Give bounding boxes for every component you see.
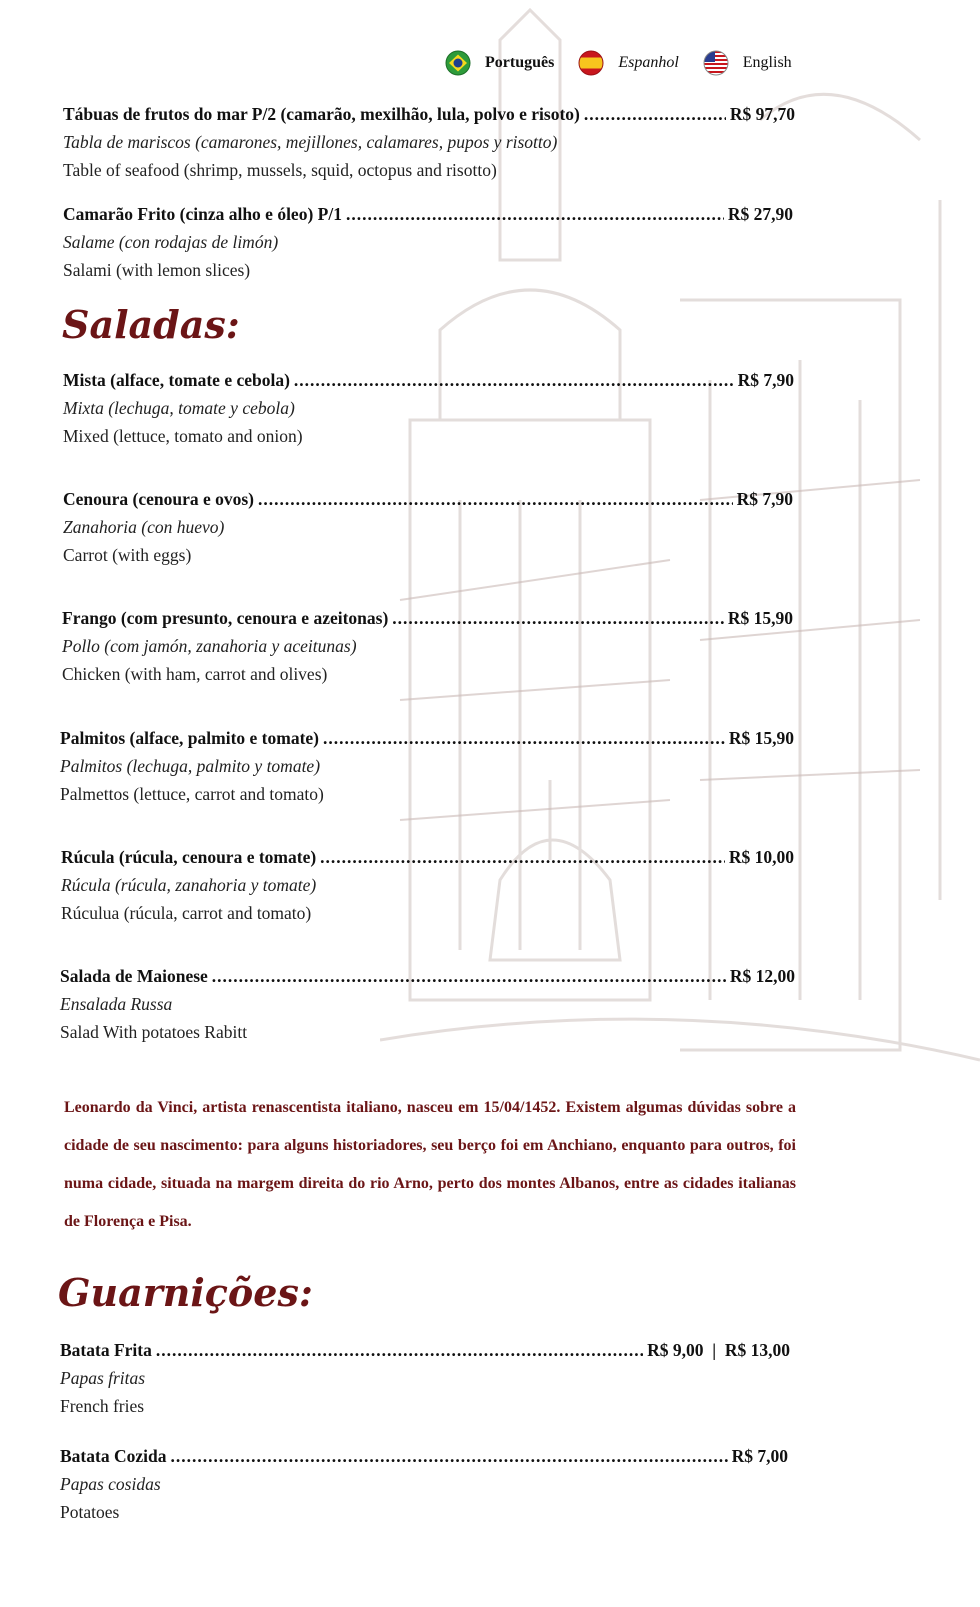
item-name-spanish: Palmitos (lechuga, palmito y tomate) (60, 756, 321, 776)
leader-dots (323, 727, 725, 749)
leader-dots (156, 1339, 643, 1361)
item-price: R$ 9,00 | R$ 13,00 (647, 1340, 790, 1360)
item-name: Cenoura (cenoura e ovos) (63, 489, 255, 509)
item-name: Mista (alface, tomate e cebola) (63, 370, 290, 390)
language-option-english[interactable] (703, 50, 792, 76)
item-name-english: Salami (with lemon slices) (63, 260, 251, 280)
item-price: R$ 7,00 (731, 1446, 788, 1466)
leader-dots (170, 1445, 727, 1467)
item-name-spanish: Pollo (com jamón, zanahoria y aceitunas) (62, 636, 357, 656)
item-name-english: Potatoes (60, 1502, 120, 1522)
menu-item (63, 203, 793, 281)
item-price: R$ 27,90 (727, 204, 793, 224)
leader-dots (392, 607, 724, 629)
language-label: Português (485, 54, 555, 71)
item-name: Tábuas de frutos do mar P/2 (camarão, mexilhão, lula, polvo e risoto) (63, 104, 580, 124)
menu-item (63, 488, 793, 566)
language-option-espanhol[interactable] (578, 50, 678, 76)
item-name-spanish: Zanahoria (con huevo) (63, 517, 225, 537)
item-name-english: Salad With potatoes Rabitt (60, 1022, 248, 1042)
section-title-guarnicoes: Guarnições: (58, 1270, 313, 1315)
item-name-spanish: Mixta (lechuga, tomate y cebola) (63, 398, 295, 418)
leader-dots (584, 103, 726, 125)
item-price: R$ 97,70 (729, 104, 795, 124)
menu-item (63, 369, 794, 447)
menu-item (60, 727, 794, 805)
item-name: Salada de Maionese (60, 966, 208, 986)
item-name-spanish: Rúcula (rúcula, zanahoria y tomate) (61, 875, 317, 895)
brazil-flag-icon (445, 50, 471, 76)
item-name-spanish: Papas fritas (60, 1368, 146, 1388)
item-name: Palmitos (alface, palmito e tomate) (60, 728, 320, 748)
item-name-spanish: Tabla de mariscos (camarones, mejillones, calamares, pupos y risotto) (63, 132, 558, 152)
section-title-saladas: Saladas: (62, 302, 240, 347)
item-name: Frango (com presunto, cenoura e azeitonas) (62, 608, 389, 628)
usa-flag-icon (703, 50, 729, 76)
spain-flag-icon (578, 50, 604, 76)
item-name-english: Chicken (with ham, carrot and olives) (62, 664, 328, 684)
leader-dots (320, 846, 725, 868)
item-name: Camarão Frito (cinza alho e óleo) P/1 (63, 204, 342, 224)
item-name-english: Table of seafood (shrimp, mussels, squid, octopus and risotto) (63, 160, 497, 180)
menu-item (60, 1339, 790, 1417)
history-note: Leonardo da Vinci, artista renascentista italiano, nasceu em 15/04/1452. Existem algumas dúvidas sobre a cidade de seu nascimento: para alguns historiadores, seu berço foi em Anchiano, enquanto para outros, foi numa cidade, situada na margem direita do rio Arno, perto dos montes Albanos, entre as cidades italianas de Florença e Pisa. (64, 1099, 796, 1230)
item-name-english: French fries (60, 1396, 145, 1416)
item-name-spanish: Ensalada Russa (60, 994, 173, 1014)
leader-dots (346, 203, 724, 225)
leader-dots (294, 369, 734, 391)
item-price: R$ 7,90 (736, 489, 793, 509)
item-name-english: Carrot (with eggs) (63, 545, 192, 565)
menu-item (62, 607, 793, 685)
item-price: R$ 10,00 (728, 847, 794, 867)
language-label: English (742, 54, 792, 71)
leader-dots (212, 965, 726, 987)
language-selector (445, 50, 792, 76)
item-name: Rúcula (rúcula, cenoura e tomate) (61, 847, 317, 867)
item-name: Batata Cozida (60, 1446, 167, 1466)
item-name-spanish: Papas cosidas (60, 1474, 161, 1494)
item-name-english: Mixed (lettuce, tomato and onion) (63, 426, 303, 446)
item-price: R$ 7,90 (737, 370, 794, 390)
item-price: R$ 15,90 (728, 728, 794, 748)
leader-dots (258, 488, 733, 510)
language-label: Espanhol (618, 54, 679, 71)
menu-item (61, 846, 794, 924)
item-name-english: Rúculua (rúcula, carrot and tomato) (61, 903, 312, 923)
menu-item (60, 965, 795, 1043)
item-name-spanish: Salame (con rodajas de limón) (63, 232, 279, 252)
item-name: Batata Frita (60, 1340, 152, 1360)
menu-item (63, 103, 795, 181)
item-name-english: Palmettos (lettuce, carrot and tomato) (60, 784, 324, 804)
menu-item (60, 1445, 788, 1523)
language-option-portugues[interactable] (445, 50, 554, 76)
item-price: R$ 15,90 (727, 608, 793, 628)
item-price: R$ 12,00 (729, 966, 795, 986)
